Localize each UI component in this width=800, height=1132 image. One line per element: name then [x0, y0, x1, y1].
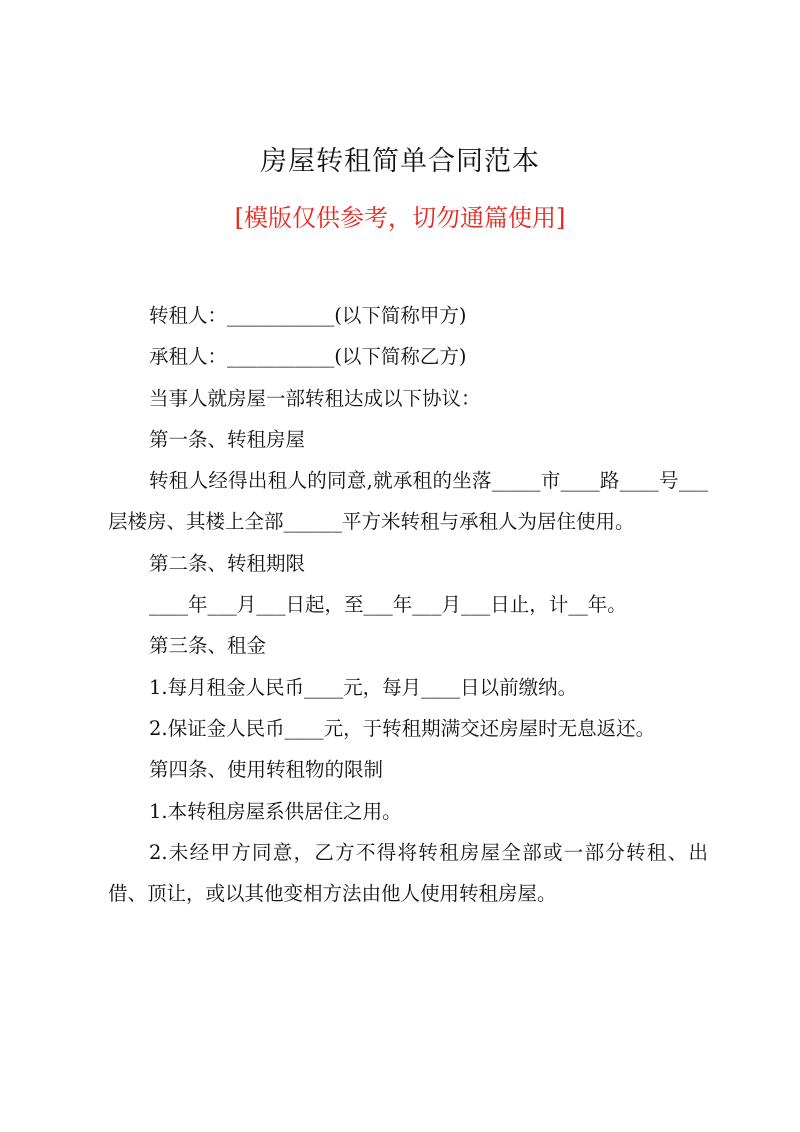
- article-2-body: ____年___月___日起，至___年___月___日止，计__年。: [149, 593, 627, 617]
- party-b-line: 承租人：___________(以下简称乙方): [149, 345, 467, 369]
- article-4-heading: 第四条、使用转租物的限制: [149, 758, 384, 782]
- article-3-item-2: 2.保证金人民币____元，于转租期满交还房屋时无息返还。: [149, 716, 656, 740]
- article-3-item-1: 1.每月租金人民币____元，每月____日以前缴纳。: [149, 675, 578, 699]
- agreement-intro: 当事人就房屋一部转租达成以下协议：: [149, 386, 481, 410]
- article-2-heading: 第二条、转租期限: [149, 551, 306, 575]
- party-a-line: 转租人：___________(以下简称甲方): [149, 304, 467, 327]
- article-1-heading: 第一条、转租房屋: [149, 427, 306, 451]
- template-notice: [模版仅供参考，切勿通篇使用]: [234, 204, 566, 232]
- article-4-item-1: 1.本转租房屋系供居住之用。: [149, 799, 402, 823]
- article-1-body: 转租人经得出租人的同意,就承租的坐落_____市____路____号___层楼房、其楼上全部______平方米转租与承租人为居住使用。: [108, 469, 708, 534]
- article-4-item-2: 2.未经甲方同意，乙方不得将转租房屋全部或一部分转租、出借、顶让，或以其他变相方法由他人使用转租房屋。: [108, 840, 708, 906]
- document-title: 房屋转租简单合同范本: [260, 146, 540, 177]
- article-3-heading: 第三条、租金: [149, 634, 267, 658]
- document-body: [108, 295, 708, 914]
